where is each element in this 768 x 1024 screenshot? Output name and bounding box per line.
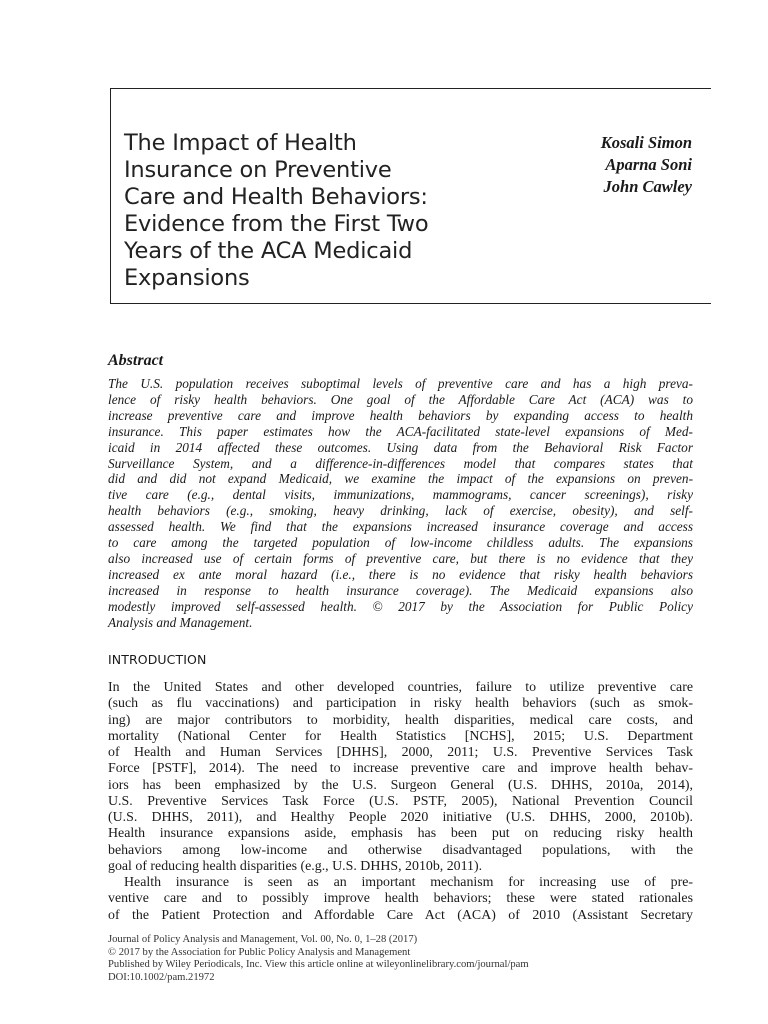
body-line: Health insurance is seen as an important mechanism for increasing use of pre- (124, 875, 693, 890)
journal-footer (108, 934, 693, 984)
abstract-heading: Abstract (108, 352, 164, 369)
title-line: Insurance on Preventive (124, 157, 392, 183)
abstract-line: health behaviors (e.g., smoking, heavy drinking, lack of exercise, obesity), and self- (108, 503, 693, 519)
abstract-line: lence of risky health behaviors. One goal of the Affordable Care Act (ACA) was to (108, 391, 693, 407)
introduction-heading: INTRODUCTION (108, 652, 207, 667)
abstract-line: Analysis and Management. (108, 614, 253, 630)
body-line: ventive care and to possibly improve health behaviors; these were stated rationales (108, 891, 693, 907)
abstract-line: insurance. This paper estimates how the ACA-facilitated state-level expansions of Med- (108, 423, 693, 439)
body-line: ing) are major contributors to morbidity, health disparities, medical care costs, and (108, 712, 693, 728)
footer-publisher: Published by Wiley Periodicals, Inc. View this article online at wileyonlinelibrary.com/journal/pam (108, 959, 529, 970)
body-line: In the United States and other developed countries, failure to utilize preventive care (108, 680, 693, 695)
title-line: The Impact of Health (124, 130, 357, 156)
footer-doi: DOI:10.1002/pam.21972 (108, 971, 215, 983)
body-line: (such as flu vaccinations) and participation in risky health behaviors (such as smok- (108, 696, 693, 712)
body-line: iors has been emphasized by the U.S. Surgeon General (U.S. DHHS, 2010a, 2014), (108, 777, 693, 793)
footer-copyright: © 2017 by the Association for Public Policy Analysis and Management (108, 946, 411, 958)
body-line: Force [PSTF], 2014). The need to increase preventive care and improve health behav- (108, 761, 693, 777)
abstract-line: increase preventive care and improve health behaviors by expanding access to health (108, 407, 693, 423)
body-line: behaviors among low-income and otherwise disadvantaged populations, with the (108, 842, 693, 858)
body-line: (U.S. DHHS, 2011), and Healthy People 2020 initiative (U.S. DHHS, 2000, 2010b). (108, 810, 693, 825)
title-line: Expansions (124, 265, 250, 291)
abstract-line: modestly improved self-assessed health. © 2017 by the Association for Public Policy (108, 598, 693, 614)
title-line: Evidence from the First Two (124, 211, 429, 237)
body-line: U.S. Preventive Services Task Force (U.S. PSTF, 2005), National Prevention Council (108, 793, 693, 809)
abstract-line: increased in response to health insurance coverage). The Medicaid expansions also (108, 582, 693, 598)
abstract-line: increased ex ante moral hazard (i.e., there is no evidence that risky health behaviors (108, 566, 693, 582)
abstract-line: assessed health. We find that the expansions increased insurance coverage and access (108, 519, 693, 535)
body-line: goal of reducing health disparities (e.g., U.S. DHHS, 2010b, 2011). (108, 858, 483, 874)
body-line: Health insurance expansions aside, emphasis has been put on reducing risky health (108, 826, 693, 842)
body-line: of Health and Human Services [DHHS], 2000, 2011; U.S. Preventive Services Task (108, 745, 693, 760)
abstract-line: also increased use of certain forms of preventive care, but there is no evidence that they (108, 550, 693, 566)
abstract-text (108, 376, 693, 631)
title-line: Care and Health Behaviors: (124, 184, 428, 210)
abstract-line: did and did not expand Medicaid, we examine the impact of the expansions on preven- (108, 471, 693, 487)
author-name: Kosali Simon (600, 133, 692, 152)
abstract-line: Surveillance System, and a difference-in-differences model that compares states that (108, 455, 693, 471)
body-line: mortality (National Center for Health Statistics [NCHS], 2015; U.S. Department (108, 728, 693, 744)
body-line: of the Patient Protection and Affordable Care Act (ACA) of 2010 (Assistant Secretary (108, 907, 693, 923)
author-name: John Cawley (603, 177, 692, 196)
footer-citation: Journal of Policy Analysis and Management, Vol. 00, No. 0, 1–28 (2017) (108, 934, 418, 945)
author-list (601, 132, 692, 198)
article-title (124, 130, 484, 292)
abstract-line: tive care (e.g., dental visits, immunizations, mammograms, cancer screenings), risky (108, 487, 693, 503)
abstract-line: The U.S. population receives suboptimal levels of preventive care and has a high preva- (108, 376, 693, 391)
abstract-line: to care among the targeted population of low-income childless adults. The expansions (108, 535, 693, 551)
abstract-line: icaid in 2014 affected these outcomes. Using data from the Behavioral Risk Factor (108, 439, 693, 455)
introduction-text (108, 680, 693, 924)
title-line: Years of the ACA Medicaid (124, 238, 413, 264)
author-name: Aparna Soni (605, 155, 692, 174)
